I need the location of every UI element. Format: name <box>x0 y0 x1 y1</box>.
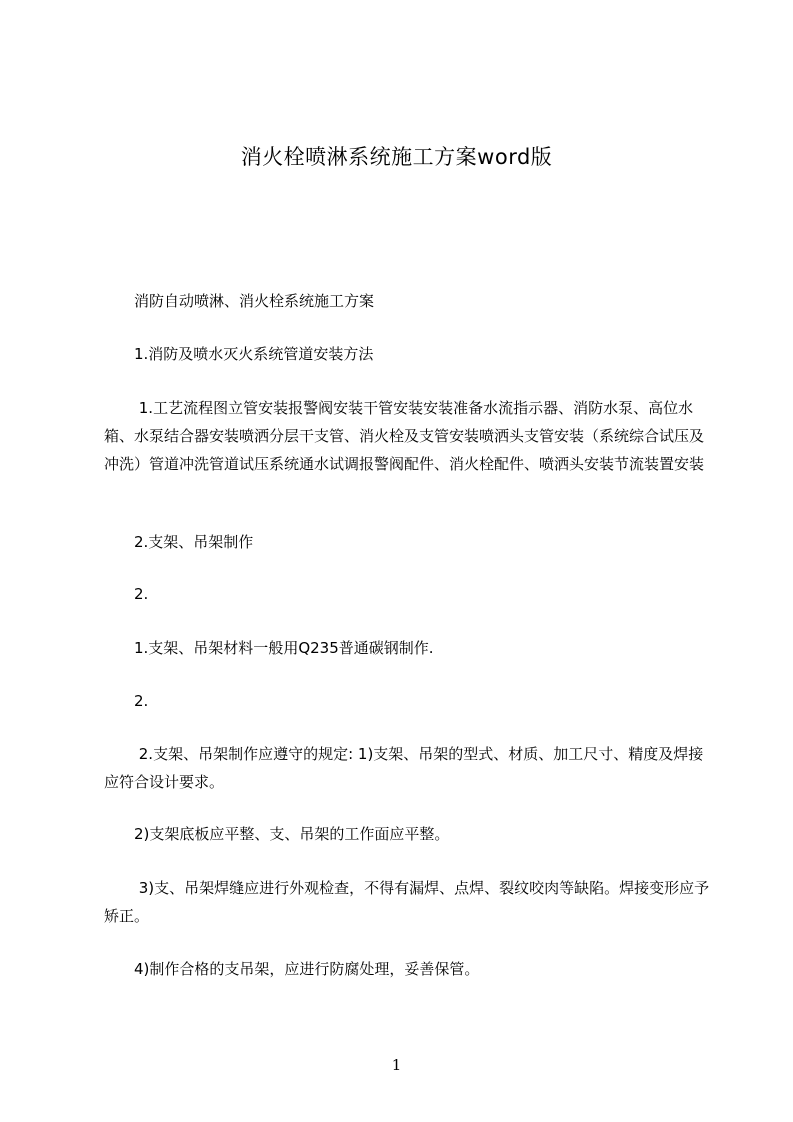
page-number: 1 <box>391 1056 402 1074</box>
paragraph-1: 消防自动喷淋、消火栓系统施工方案 <box>104 292 375 310</box>
paragraph-10: 3)支、吊架焊缝应进行外观检查，不得有漏焊、点焊、裂纹咬肉等缺陷。焊接变形应予矫正。 <box>104 879 710 925</box>
paragraph-7: 2. <box>104 692 149 710</box>
paragraph-8: 2.支架、吊架制作应遵守的规定: 1)支架、吊架的型式、材质、加工尺寸、精度及焊接应符合设计要求。 <box>104 745 704 791</box>
paragraph-9: 2)支架底板应平整、支、吊架的工作面应平整。 <box>104 825 450 843</box>
paragraph-5: 2. <box>104 585 149 603</box>
paragraph-2: 1.消防及喷水灭火系统管道安装方法 <box>104 345 374 363</box>
paragraph-6: 1.支架、吊架材料一般用Q235普通碳钢制作. <box>104 639 434 657</box>
document-title: 消火栓喷淋系统施工方案word版 <box>240 145 553 169</box>
paragraph-11: 4)制作合格的支吊架，应进行防腐处理，妥善保管。 <box>104 960 480 978</box>
paragraph-3: 1.工艺流程图立管安装报警阀安装干管安装安装准备水流指示器、消防水泵、高位水箱、水泵结合器安装喷洒分层干支管、消火栓及支管安装喷洒头支管安装（系统综合试压及冲洗）管道冲洗管道试压系统通水试调报警阀配件、消火栓配件、喷洒头安装节流装置安装 <box>104 399 705 473</box>
paragraph-4: 2.支架、吊架制作 <box>104 533 254 551</box>
